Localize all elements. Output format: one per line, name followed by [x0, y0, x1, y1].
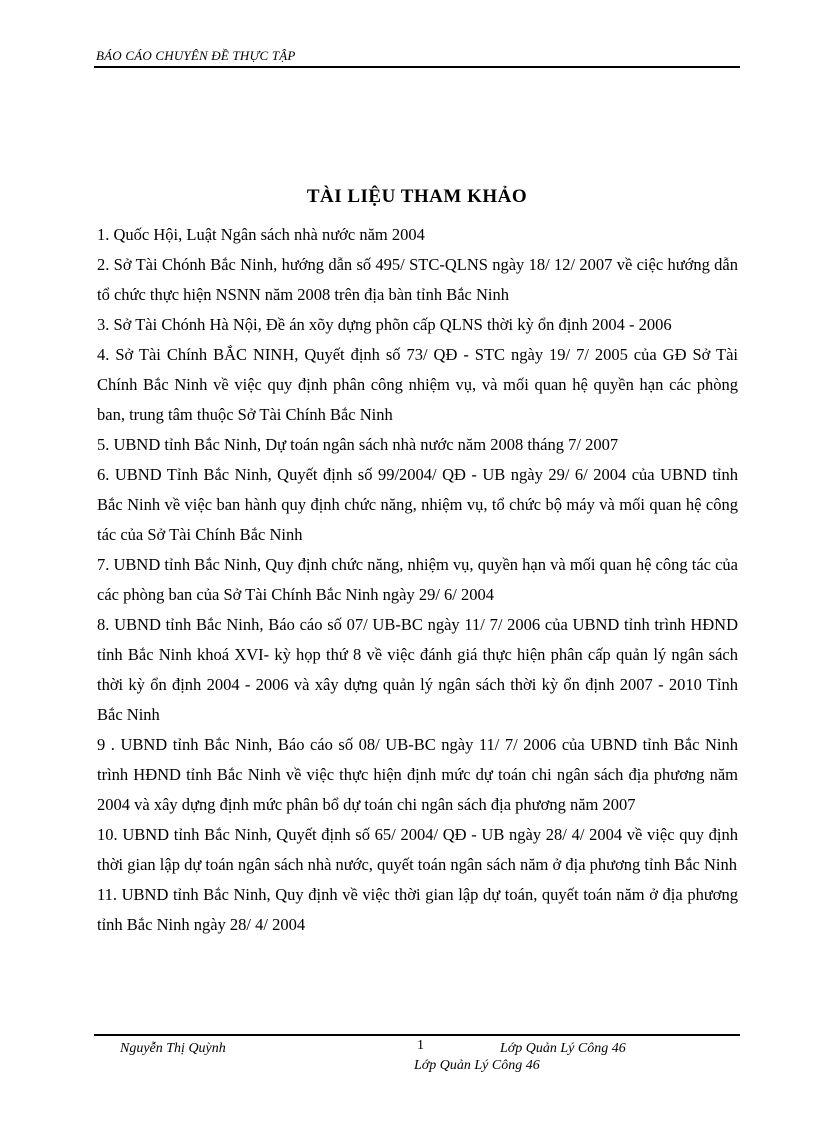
- reference-item: 4. Sở Tài Chính BẮC NINH, Quyết định số 73/ QĐ - STC ngày 19/ 7/ 2005 của GĐ Sở Tài Chính Bắc Ninh về việc quy định phân công nhiệm vụ, và mối quan hệ quyền hạn các phòng ban, trung tâm thuộc Sở Tài Chính Bắc Ninh: [97, 345, 738, 424]
- reference-item: 1. Quốc Hội, Luật Ngân sách nhà nước năm 2004: [97, 225, 425, 244]
- page-number: 1: [417, 1038, 424, 1053]
- reference-item: 3. Sở Tài Chónh Hà Nội, Đề án xõy dựng phõn cấp QLNS thời kỳ ổn định 2004 - 2006: [97, 315, 672, 334]
- page-title: TÀI LIỆU THAM KHẢO: [306, 186, 528, 207]
- reference-list: [97, 220, 738, 940]
- footer-class-label: Lớp Quản Lý Công 46: [500, 1041, 626, 1056]
- reference-item: 10. UBND tỉnh Bắc Ninh, Quyết định số 65/ 2004/ QĐ - UB ngày 28/ 4/ 2004 về việc quy định thời gian lập dự toán ngân sách nhà nước, quyết toán ngân sách năm ở địa phương tỉnh Bắc Ninh: [97, 825, 738, 874]
- reference-item: 7. UBND tỉnh Bắc Ninh, Quy định chức năng, nhiệm vụ, quyền hạn và mối quan hệ công tác của các phòng ban của Sở Tài Chính Bắc Ninh ngày 29/ 6/ 2004: [97, 555, 738, 604]
- reference-item: 2. Sở Tài Chónh Bắc Ninh, hướng dẫn số 495/ STC-QLNS ngày 18/ 12/ 2007 về ciệc hướng dẫn tổ chức thực hiện NSNN năm 2008 trên địa bàn tỉnh Bắc Ninh: [97, 255, 738, 304]
- footer-class-label-repeat: Lớp Quản Lý Công 46: [414, 1058, 540, 1073]
- footer-divider: [94, 1034, 740, 1036]
- footer-author: Nguyễn Thị Quỳnh: [120, 1041, 226, 1056]
- reference-item: 11. UBND tỉnh Bắc Ninh, Quy định về việc thời gian lập dự toán, quyết toán năm ở địa phương tỉnh Bắc Ninh ngày 28/ 4/ 2004: [97, 885, 738, 934]
- reference-item: 8. UBND tỉnh Bắc Ninh, Báo cáo số 07/ UB-BC ngày 11/ 7/ 2006 của UBND tỉnh trình HĐND tỉnh Bắc Ninh khoá XVI- kỳ họp thứ 8 về việc đánh giá thực hiện phân cấp quản lý ngân sách thời kỳ ổn định 2004 - 2006 và xây dựng quản lý ngân sách thời kỳ ổn định 2007 - 2010 Tỉnh Bắc Ninh: [97, 615, 738, 724]
- reference-item: 9 . UBND tỉnh Bắc Ninh, Báo cáo số 08/ UB-BC ngày 11/ 7/ 2006 của UBND tỉnh Bắc Ninh trình HĐND tỉnh Bắc Ninh về việc thực hiện định mức dự toán chi ngân sách địa phương năm 2004 và xây dựng định mức phân bổ dự toán chi ngân sách địa phương năm 2007: [97, 735, 738, 814]
- header-divider: [94, 66, 740, 68]
- reference-item: 5. UBND tỉnh Bắc Ninh, Dự toán ngân sách nhà nước năm 2008 tháng 7/ 2007: [97, 435, 619, 454]
- running-header: BÁO CÁO CHUYÊN ĐỀ THỰC TẬP: [96, 48, 296, 63]
- reference-item: 6. UBND Tỉnh Bắc Ninh, Quyết định số 99/2004/ QĐ - UB ngày 29/ 6/ 2004 của UBND tỉnh Bắc Ninh về việc ban hành quy định chức năng, nhiệm vụ, tổ chức bộ máy và mối quan hệ công tác của Sở Tài Chính Bắc Ninh: [97, 465, 738, 544]
